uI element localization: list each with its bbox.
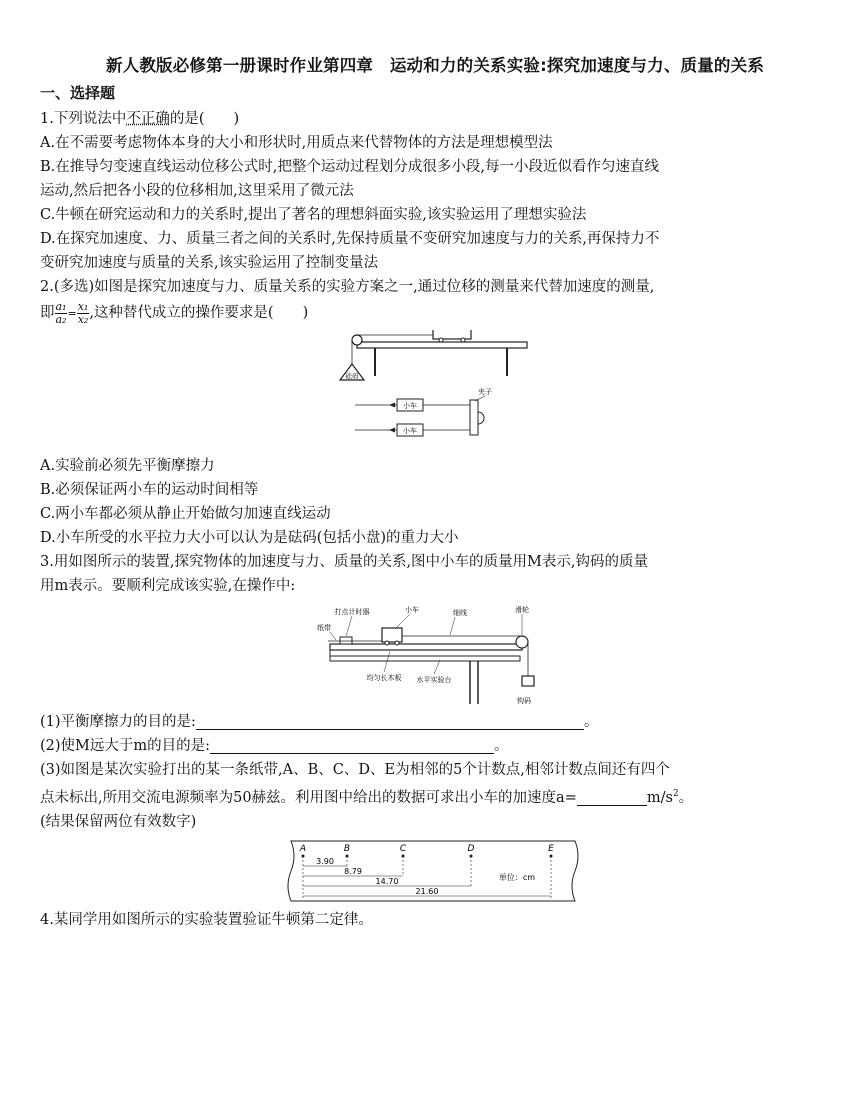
- question-3: [40, 550, 830, 906]
- ratio-x: $\frac{\text{x₁}}{\text{x₂}}$: [77, 299, 89, 326]
- table-label: 水平实验台: [416, 676, 452, 684]
- question-2-option-c: C.两小车都必须从静止开始做匀加速直线运动: [40, 506, 331, 522]
- worksheet-title: 新人教版必修第一册课时作业第四章 运动和力的关系实验:探究加速度与力、质量的关系: [105, 56, 765, 75]
- question-1-option-d: D.在探究加速度、力、质量三者之间的关系时,先保持质量不变研究加速度与力的关系,再保持力不: [40, 231, 660, 247]
- question-1-option-b: B.在推导匀变速直线运动位移公式时,把整个运动过程划分成很多小段,每一小段近似看作匀速直线: [40, 159, 659, 175]
- question-1: [40, 107, 830, 275]
- board-label: 均匀长木板: [366, 674, 402, 682]
- question-2: [40, 275, 830, 550]
- question-3-part-2: (2)使M远大于m的目的是: 。: [40, 738, 509, 754]
- answer-blank-1[interactable]: [196, 713, 584, 730]
- question-4: [40, 908, 830, 932]
- question-2-figure: [40, 330, 830, 452]
- question-1-option-a: A.在不需要考虑物体本身的大小和形状时,用质点来代替物体的方法是理想模型法: [40, 135, 553, 151]
- question-4-stem: 4.某同学用如图所示的实验装置验证牛顿第二定律。: [40, 911, 373, 928]
- cart-label-top: 小车: [403, 402, 417, 410]
- ticker-tape-diagram: [285, 836, 585, 906]
- question-1-option-b-cont: 运动,然后把各小段的位移相加,这里采用了微元法: [40, 183, 354, 199]
- answer-blank-3[interactable]: [577, 789, 647, 806]
- clip-label: 夹子: [478, 388, 492, 396]
- point-b-label: B: [343, 843, 351, 854]
- string-label: 细线: [453, 609, 467, 617]
- weight-label: 砝码: [345, 372, 359, 380]
- worksheet-page: [40, 52, 830, 932]
- ratio-a: $\frac{\text{a₁}}{\text{a₂}}$: [55, 299, 67, 326]
- question-3-part-3-cont: 点未标出,所用交流电源频率为50赫兹。利用图中给出的数据可求出小车的加速度$a= m/s^2$。: [40, 789, 694, 806]
- question-1-stem: 1.下列说法中不正确的是( ): [40, 111, 240, 127]
- tape-figure: [40, 836, 830, 906]
- experiment-apparatus-diagram: [310, 600, 560, 708]
- point-d-label: D: [467, 843, 475, 854]
- answer-blank-2[interactable]: [210, 737, 494, 754]
- timer-label: 打点计时器: [334, 608, 370, 616]
- question-1-option-c: C.牛顿在研究运动和力的关系时,提出了著名的理想斜面实验,该实验运用了理想实验法: [40, 207, 587, 223]
- question-3-stem: 3.用如图所示的装置,探究物体的加速度与力、质量的关系,图中小车的质量用M表示,钩码的质量: [40, 554, 649, 570]
- pulley-label: 滑轮: [515, 606, 529, 614]
- question-3-part-1: (1)平衡摩擦力的目的是: 。: [40, 714, 599, 730]
- distance-ae: 21.60: [415, 886, 439, 896]
- question-2-option-a: A.实验前必须先平衡摩擦力: [40, 458, 215, 474]
- question-2-option-b: B.必须保证两小车的运动时间相等: [40, 482, 259, 498]
- question-3-figure: [40, 600, 830, 708]
- point-c-label: C: [399, 843, 407, 854]
- point-a-label: A: [299, 843, 307, 854]
- hook-weight-label: 钩码: [517, 697, 531, 705]
- question-3-part-3: (3)如图是某次实验打出的某一条纸带,A、B、C、D、E为相邻的5个计数点,相邻计数点间还有四个: [40, 762, 670, 778]
- section-heading: 一、选择题: [40, 84, 116, 102]
- question-3-stem-cont: 用m表示。要顺利完成该实验,在操作中:: [40, 578, 296, 594]
- tape-label: 纸带: [317, 624, 331, 632]
- question-2-option-d: D.小车所受的水平拉力大小可以认为是砝码(包括小盘)的重力大小: [40, 530, 459, 546]
- question-2-stem-cont: 即 $\frac{\text{a₁}}{\text{a₂}}$ = $\frac{\text{x₁}}{\text{x₂}}$ ,这种替代成立的操作要求是( ): [40, 299, 309, 326]
- question-3-part-3-note: (结果保留两位有效数字): [40, 813, 197, 830]
- question-2-stem: 2.(多选)如图是探究加速度与力、质量关系的实验方案之一,通过位移的测量来代替加速度的测量,: [40, 279, 655, 295]
- question-1-option-d-cont: 变研究加速度与质量的关系,该实验运用了控制变量法: [40, 255, 379, 271]
- unit-label: 单位：cm: [498, 872, 536, 882]
- cart-label: 小车: [405, 606, 419, 614]
- distance-ad: 14.70: [375, 876, 399, 886]
- distance-ac: 8.79: [344, 866, 362, 876]
- emphasis-text: 不正确: [126, 111, 170, 127]
- point-e-label: E: [548, 843, 554, 854]
- cart-pulley-diagram: [335, 330, 535, 452]
- cart-label-bottom: 小车: [403, 427, 417, 435]
- distance-ab: 3.90: [316, 856, 334, 866]
